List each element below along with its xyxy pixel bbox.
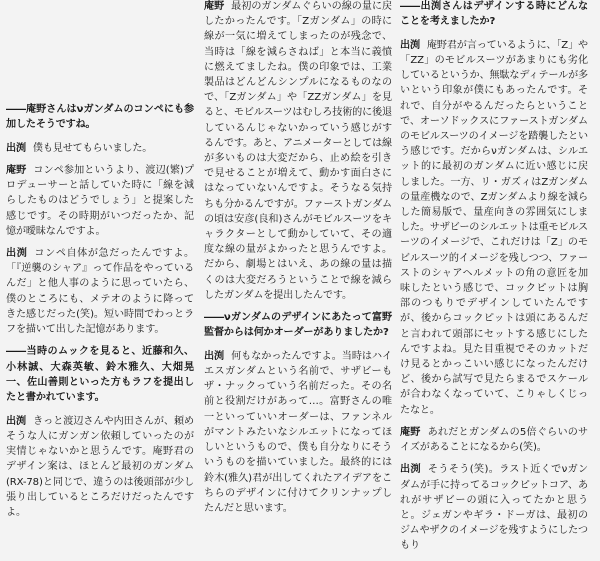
interview-answer bbox=[204, 0, 392, 303]
interviewer-question bbox=[6, 344, 194, 406]
answer-text: コンペ参加というより、渡辺(繁)プロデューサーと話していた時に「線を減らしたものはどうでしょう」と提案した感じです。その時期がいつだったか、記憶が曖昧なんですよ。 bbox=[6, 165, 194, 237]
speaker-name: 庵野 bbox=[204, 1, 225, 12]
answer-text: コンペ自体が急だったんですよ。「『逆襲のシャア』って作品をやっているんだ」と他人事のように思っていたら、僕のところにも、メテオのように降ってきた感じだった(笑)。短い時間でわっとラフを描いて出した記憶があります。 bbox=[6, 248, 195, 336]
question-text: ――出渕さんはデザインする時にどんなことを考えましたか? bbox=[400, 1, 588, 28]
interview-answer bbox=[6, 141, 194, 156]
speaker-name: 出渕 bbox=[6, 248, 28, 260]
text-column-right bbox=[400, 0, 588, 561]
speaker-name: 出渕 bbox=[6, 415, 27, 427]
text-column-left bbox=[6, 102, 194, 527]
text-column-middle bbox=[204, 0, 392, 523]
interview-answer bbox=[400, 38, 588, 418]
answer-text: そうそう(笑)。ラスト近くでνガンダムが手に持ってるコックピットコア、あれがサザビーの頭に入ってたかと思うと。ジェガンやギラ・ドーガは、最初のジムやザクのイメージを残すようにしたつもり bbox=[400, 464, 588, 552]
interview-answer bbox=[6, 414, 194, 520]
speaker-name: 出渕 bbox=[400, 464, 421, 476]
interview-answer bbox=[400, 425, 588, 455]
speaker-name: 出渕 bbox=[6, 142, 26, 154]
interviewer-question bbox=[204, 310, 392, 341]
speaker-name: 出渕 bbox=[400, 39, 420, 51]
question-text: ――庵野さんはνガンダムのコンペにも参加したそうですね。 bbox=[6, 104, 194, 131]
speaker-name: 出渕 bbox=[204, 350, 225, 362]
interviewer-question bbox=[6, 102, 194, 133]
interview-answer bbox=[204, 349, 392, 516]
interviewer-question bbox=[400, 0, 588, 30]
answer-text: きっと渡辺さんや内田さんが、頼めそうな人にガンガン依頼していったのが実情じゃないかと思うんです。庵野君のデザイン案は、ほとんど最初のガンダム(RX-78)と同じで、違うのは後頭部が少し張り出しているところだけだったんですよ。 bbox=[6, 415, 194, 519]
interview-answer bbox=[6, 163, 194, 239]
answer-text: 僕も見せてもらいました。 bbox=[32, 142, 153, 154]
interview-answer bbox=[400, 462, 588, 553]
answer-text: あれだとガンダムの5倍ぐらいのサイズがあることになるから(笑)。 bbox=[400, 426, 588, 454]
speaker-name: 庵野 bbox=[6, 165, 27, 177]
question-text: ――当時のムックを見ると、近藤和久、小林誠、大森英敏、鈴木雅久、大畑晃一、佐山善則といった方もラフを提出したと書かれています。 bbox=[6, 346, 194, 404]
interview-answer bbox=[6, 246, 194, 337]
speaker-name: 庵野 bbox=[400, 426, 421, 438]
answer-text: 最初のガンダムぐらいの線の量に戻したかったんです。「Zガンダム」の時に線が一気に増えてしまったのが残念で、当時は「線を減らさねば」と本当に義憤に燃えてましたね。僕の印象では、工業製品はどんどんシンプルになるものなので、「Zガンダム」や「ZZガンダム」を見ると、モビルスーツはむしろ技術的に後退しているんじゃないかっていう感じがするんです。あと、アニメーターとしては線が多いものは大変だから、止め絵を引きで見せることが増えて、動かす面白さにはなっていないんですよ。そうなる気持ちも分かるんですが。ファーストガンダムの頃は安彦(良和)さんがモビルスーツをキャラクターとして動かしていて、その適度な線の量がよかったと思うんですよ。だから、劇場とはいえ、あの線の量は描くのは大変だろうということで線を減らしたガンダムを提出したんです。 bbox=[204, 1, 392, 301]
question-text: ――νガンダムのデザインにあたって富野監督からは何かオーダーがありましたか? bbox=[204, 312, 392, 339]
answer-text: 何もなかったんですよ。当時はハイエスガンダムという名前で、サザビーもザ・ナックっていう名前だった。その名前と役割だけがあって…。富野さんの唯一といっていいオーダーは、ファンネルがマントみたいなシルエットになってほしいというもので、僕も自分なりにそういうものを描いていました。最終的には鈴木(雅久)君が出してくれたアイデアをこちらのデザインに付けてクリンナップしたんだと思います。 bbox=[204, 350, 392, 514]
answer-text: 庵野君が言っているように、「Z」や「ZZ」のモビルスーツがあまりにも劣化しているというか、無駄なディテールが多いという印象が僕にもあったんです。それで、自分がやるんだったらということで、オーソドックスにファーストガンダムのモビルスーツのイメージを踏襲したという感じです。だからνガンダムは、シルエット的に最初のガンダムに近い感じに戻しました。一方、リ・ガズィはZガンダムの量産機なので、Zガンダムより線を減らした簡易版で、量産向きの雰囲気にしました。サザビーのシルエットは重モビルスーツのイメージで、これだけは「Z」のモビルスーツ的イメージを残しつつ、ファーストのシャアヘルメットの角の意匠を加味したという感じで、コックピットは胸部のつもりでデザインしていたんですが、後からコックピットは頭にあるんだと言われて頭部にセットする感じにしたんですよね。見た目重視でそのカットだけ見るとかっこいい感じになったんだけど、後から試写で見たらまるでスケールが合わなくなっていて、こりゃしくじったなと。 bbox=[400, 39, 588, 416]
